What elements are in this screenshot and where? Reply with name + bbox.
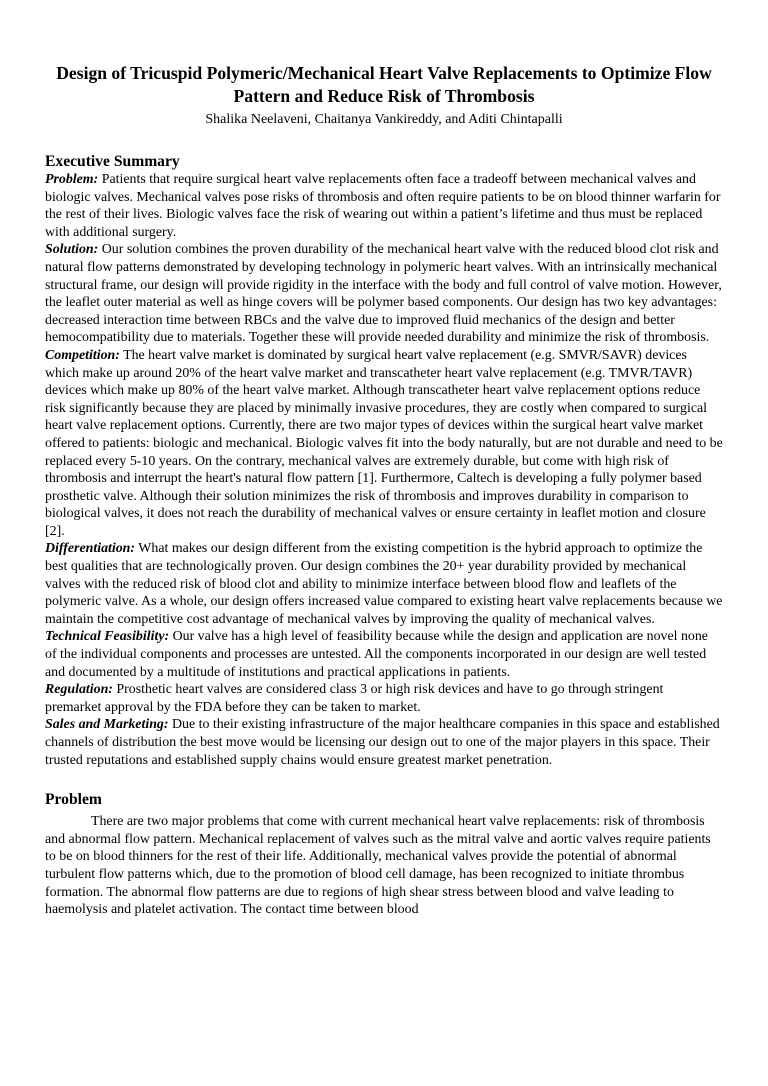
summary-label: Regulation: xyxy=(45,682,113,698)
summary-text: The heart valve market is dominated by surgical heart valve replacement (e.g. SMVR/SAVR) devices which make up around 20% of the heart valve market and transcatheter heart valve replacement (e.g. TMVR/TAVR) devices which make up 80% of the heart valve market. Although transcatheter heart valve replacement options reduce risk significantly because they are placed by minimally invasive procedures, they are costly when compared to surgical heart valve replacement options. Currently, there are two major types of devices within the surgical heart valve market offered to patients: biologic and mechanical. Biologic valves fit into the body naturally, but are not durable and need to be replaced every 5-10 years. On the contrary, mechanical valves are extremely durable, but come with high risk of thrombosis and interrupt the heart's natural flow pattern [1]. Furthermore, Caltech is developing a fully polymer based prosthetic valve. Although their solution minimizes the risk of thrombosis and improves durability in comparison to biological valves, it does not reach the durability of mechanical valves or ensure certainty in leaflet motion and closure [2]. xyxy=(45,347,723,539)
summary-label: Problem: xyxy=(45,172,99,187)
author-list: Shalika Neelaveni, Chaitanya Vankireddy, and Aditi Chintapalli xyxy=(205,112,563,127)
summary-text: Prosthetic heart valves are considered class 3 or high risk devices and have to go through stringent premarket approval by the FDA before they can be taken to market. xyxy=(45,682,664,715)
summary-label: Differentiation: xyxy=(45,541,136,557)
problem-heading: Problem xyxy=(45,791,102,809)
summary-label: Solution: xyxy=(45,242,99,258)
summary-sales-marketing xyxy=(45,716,723,769)
summary-competition xyxy=(45,347,723,541)
summary-regulation xyxy=(45,681,723,716)
summary-differentiation xyxy=(45,540,723,628)
document-page xyxy=(0,62,768,1086)
executive-summary-heading: Executive Summary xyxy=(45,153,180,170)
problem-paragraph: There are two major problems that come with current mechanical heart valve replacements: risk of thrombosis and abnormal flow pattern. Mechanical replacement of valves such as the mitral valve and aortic valves require patients to be on blood thinners for the rest of their life. Additionally, mechanical valves provide the potential of abnormal turbulent flow patterns which, due to the promotion of blood cell damage, has been recognized to initiate thrombus formation. The abnormal flow patterns are due to regions of high shear stress between blood and valve leading to haemolysis and platelet activation. The contact time between blood xyxy=(45,814,711,918)
summary-text: Our valve has a high level of feasibility because while the design and application are novel none of the individual components and processes are untested. All the components incorporated in our design are well tested and documented by a multitude of institutions and practical applications in patients. xyxy=(45,629,708,680)
summary-text: Due to their existing infrastructure of the major healthcare companies in this space and established channels of distribution the best move would be licensing our design out to one of the major players in this space. Their trusted reputations and established supply chains would ensure greatest market penetration. xyxy=(45,717,720,768)
summary-technical-feasibility xyxy=(45,628,723,681)
summary-label: Technical Feasibility: xyxy=(45,629,170,645)
summary-label: Sales and Marketing: xyxy=(45,717,169,733)
document-title: Design of Tricuspid Polymeric/Mechanical Heart Valve Replacements to Optimize Flow Pattern and Reduce Risk of Thrombosis xyxy=(56,63,712,106)
summary-text: Patients that require surgical heart valve replacements often face a tradeoff between mechanical valves and biologic valves. Mechanical valves pose risks of thrombosis and often require patients to be on blood thinner warfarin for the rest of their lives. Biologic valves face the risk of wearing out within a patient’s lifetime and thus must be replaced with additional surgery. xyxy=(45,172,721,240)
summary-solution xyxy=(45,241,723,347)
summary-problem xyxy=(45,171,723,241)
summary-label: Competition: xyxy=(45,347,120,363)
summary-text: Our solution combines the proven durability of the mechanical heart valve with the reduced blood clot risk and natural flow patterns demonstrated by developing technology in polymeric heart valves. With an intrinsically mechanical structural frame, our design will provide rigidity in the interface with the body and full control of valve motion. However, the leaflet outer material as well as hinge covers will be polymer based components. Our design has two key advantages: decreased interaction time between RBCs and the valve due to improved fluid mechanics of the design and better hemocompatibility due to materials. Together these will provide needed durability and minimize the risk of thrombosis. xyxy=(45,242,722,346)
summary-text: What makes our design different from the existing competition is the hybrid approach to optimize the best qualities that are technologically proven. Our design combines the 20+ year durability provided by mechanical valves with the reduced risk of blood clot and ability to minimize interface between blood flow and leaflets of the polymeric valve. As a whole, our design offers increased value compared to existing heart valve replacements because we maintain the competitive cost advantage of mechanical valves by improving the quality of mechanical valves. xyxy=(45,541,723,627)
